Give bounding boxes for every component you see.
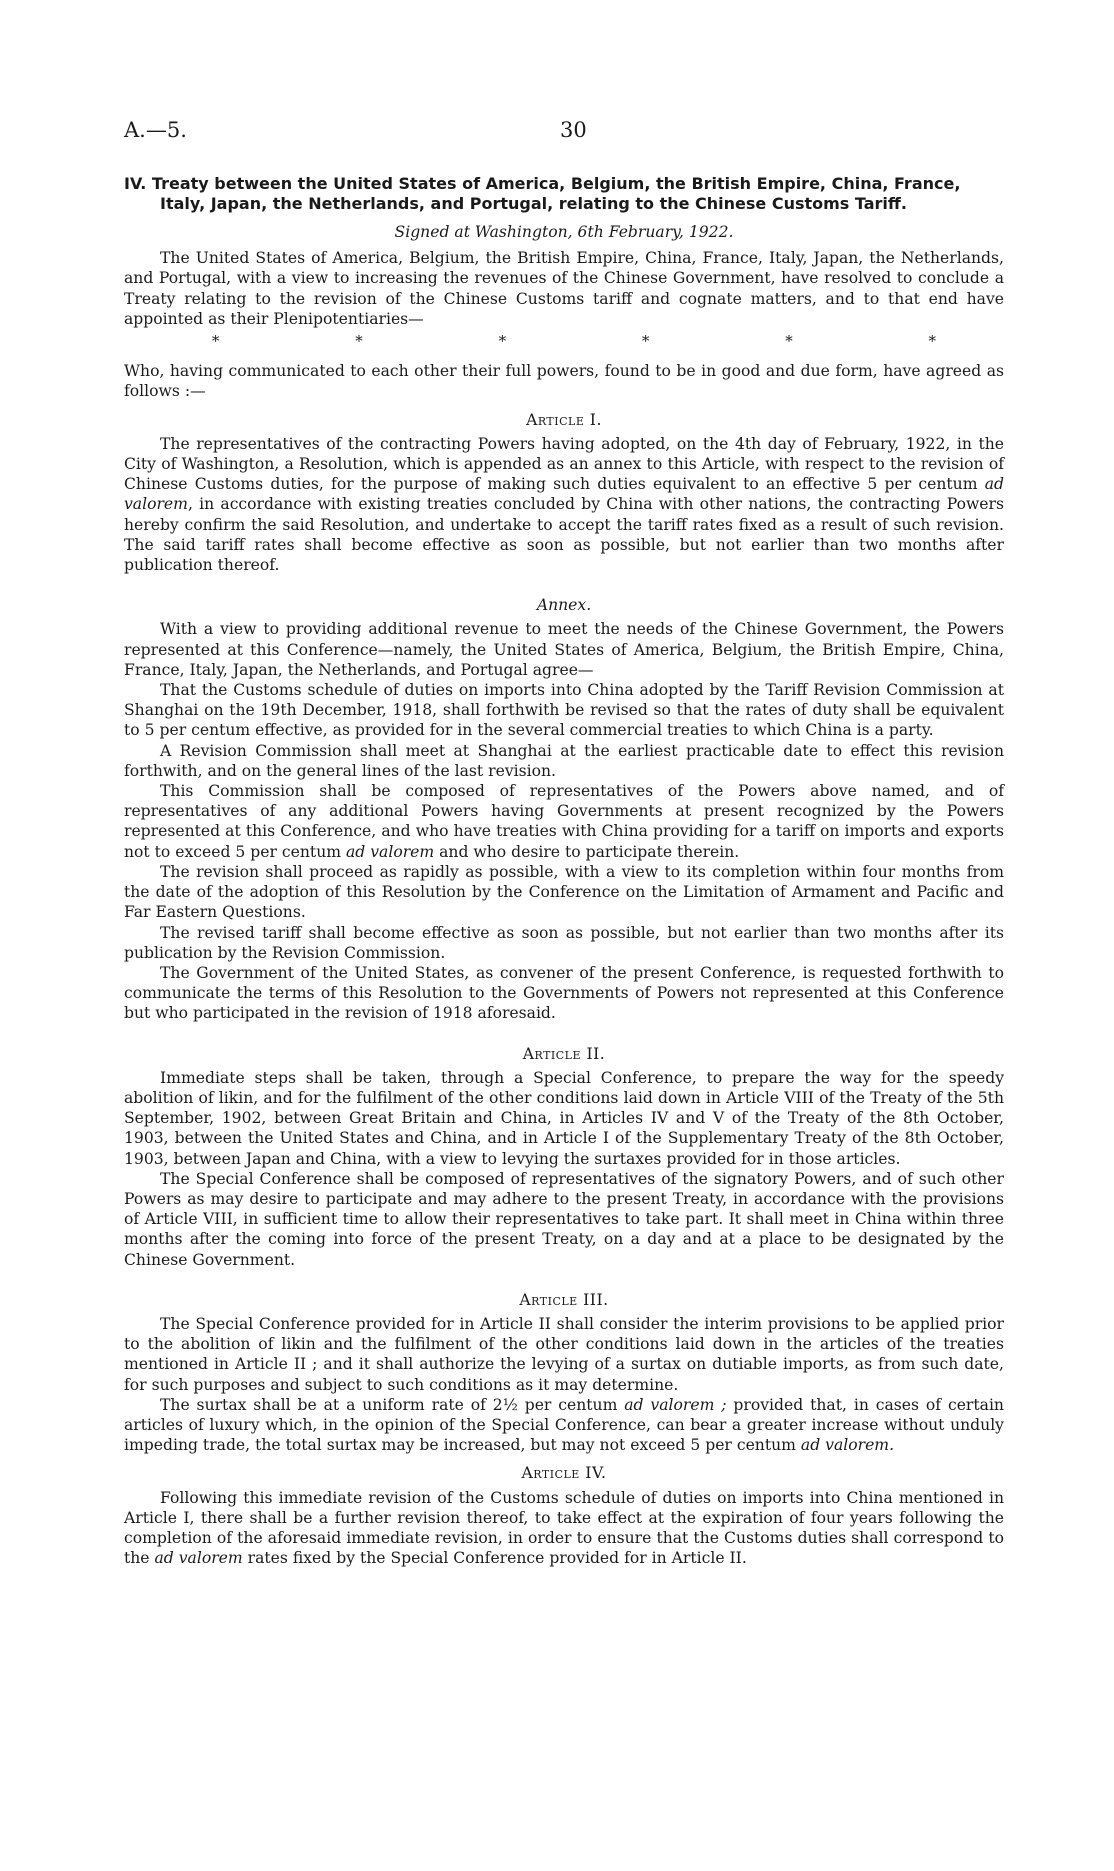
star: * bbox=[928, 332, 937, 351]
article-3-heading: Article III. bbox=[519, 1290, 609, 1309]
star: * bbox=[785, 332, 793, 351]
annex-paragraph: The revised tariff shall become effective as soon as possible, but not earlier than two months after its publication by the Revision Commission. bbox=[124, 923, 1004, 962]
document-body bbox=[124, 174, 1004, 1568]
omission-stars bbox=[124, 331, 1004, 351]
annex-heading: Annex. bbox=[536, 596, 592, 615]
article-1-heading: Article I. bbox=[526, 410, 602, 429]
star: * bbox=[355, 332, 363, 351]
signing-line: Signed at Washington, 6th February, 1922. bbox=[394, 223, 734, 241]
annex-paragraph: This Commission shall be composed of representatives of the Powers above named, and of representatives of any additional Powers having Governments at present recognized by the Powers represented at this Conference, and who have treaties with China providing for a tariff on imports and exports not to exceed 5 per centum ad valorem and who desire to participate therein. bbox=[124, 782, 1004, 861]
star: * bbox=[498, 332, 507, 351]
annex-paragraph: That the Customs schedule of duties on imports into China adopted by the Tariff Revision Commission at Shanghai on the 19th December, 1918, shall forthwith be revised so that the rates of duty shall be equivalent to 5 per centum effective, as provided for in the several commercial treaties to which China is a party. bbox=[124, 681, 1004, 740]
annex-paragraph: The Government of the United States, as convener of the present Conference, is requested forthwith to communicate the terms of this Resolution to the Governments of Powers not represented at this Conference but who participated in the revision of 1918 aforesaid. bbox=[124, 963, 1004, 1023]
treaty-title: IV. Treaty between the United States of America, Belgium, the British Empire, China, France, Italy, Japan, the Netherlands, and Portugal, relating to the Chinese Customs Tariff. bbox=[124, 174, 961, 213]
page-header bbox=[124, 118, 1004, 148]
star: * bbox=[211, 332, 220, 351]
document-reference: A.—5. bbox=[124, 118, 187, 142]
annex-paragraph: A Revision Commission shall meet at Shanghai at the earliest practicable date to effect this revision forthwith, and on the general lines of the last revision. bbox=[124, 741, 1004, 780]
article-2-heading: Article II. bbox=[522, 1044, 606, 1063]
article-2-paragraph: Immediate steps shall be taken, through a Special Conference, to prepare the way for the speedy abolition of likin, and for the fulfilment of the other conditions laid down in Article VIII of the Treaty of the 5th September, 1902, between Great Britain and China, in Articles IV and V of the Treaty of the 8th October, 1903, between the United States and China, and in Article I of the Supplementary Treaty of the 8th October, 1903, between Japan and China, with a view to levying the surtaxes provided for in those articles. bbox=[124, 1068, 1004, 1168]
article-2-paragraph: The Special Conference shall be composed of representatives of the signatory Powers, and of such other Powers as may desire to participate and may adhere to the present Treaty, in accordance with the provisions of Article VIII, in sufficient time to allow their representatives to take part. It shall meet in China within three months after the coming into force of the present Treaty, on a day and at a place to be designated by the Chinese Government. bbox=[124, 1169, 1004, 1269]
article-3-paragraph: The surtax shall be at a uniform rate of 2½ per centum ad valorem ; provided that, in cases of certain articles of luxury which, in the opinion of the Special Conference, can bear a greater increase without unduly impeding trade, the total surtax may be increased, but may not exceed 5 per centum ad valorem. bbox=[124, 1395, 1004, 1455]
article-4-heading: Article IV. bbox=[521, 1464, 607, 1483]
star: * bbox=[641, 332, 650, 351]
article-4-paragraph: Following this immediate revision of the Customs schedule of duties on imports into China mentioned in Article I, there shall be a further revision thereof, to take effect at the expiration of four years following the completion of the aforesaid immediate revision, in order to ensure that the Customs duties shall correspond to the ad valorem rates fixed by the Special Conference provided for in Article II. bbox=[124, 1488, 1004, 1568]
page-number: 30 bbox=[560, 118, 587, 142]
article-3-paragraph: The Special Conference provided for in Article II shall consider the interim provisions to be applied prior to the abolition of likin and the fulfilment of the other conditions laid down in the articles of the treaties mentioned in Article II ; and it shall authorize the levying of a surtax on dutiable imports, as from such date, for such purposes and subject to such conditions as it may determine. bbox=[124, 1314, 1004, 1394]
annex-paragraph: With a view to providing additional revenue to meet the needs of the Chinese Government, the Powers represented at this Conference—namely, the United States of America, Belgium, the British Empire, China, France, Italy, Japan, the Netherlands, and Portugal agree— bbox=[124, 620, 1004, 679]
article-1-paragraph: The representatives of the contracting Powers having adopted, on the 4th day of February, 1922, in the City of Washington, a Resolution, which is appended as an annex to this Article, with respect to the revision of Chinese Customs duties, for the purpose of making such duties equivalent to an effective 5 per centum ad valorem, in accordance with existing treaties concluded by China with other nations, the contracting Powers hereby confirm the said Resolution, and undertake to accept the tariff rates fixed as a result of such revision. The said tariff rates shall become effective as soon as possible, but not earlier than two months after publication thereof. bbox=[124, 434, 1004, 575]
preamble-paragraph: The United States of America, Belgium, the British Empire, China, France, Italy, Japan, the Netherlands, and Portugal, with a view to increasing the revenues of the Chinese Government, have resolved to conclude a Treaty relating to the revision of the Chinese Customs tariff and cognate matters, and to that end have appointed as their Plenipotentiaries— bbox=[124, 249, 1004, 328]
agreement-paragraph: Who, having communicated to each other their full powers, found to be in good and due form, have agreed as follows :— bbox=[124, 362, 1004, 401]
annex-paragraph: The revision shall proceed as rapidly as possible, with a view to its completion within four months from the date of the adoption of this Resolution by the Conference on the Limitation of Armament and Pacific and Far Eastern Questions. bbox=[124, 862, 1004, 922]
